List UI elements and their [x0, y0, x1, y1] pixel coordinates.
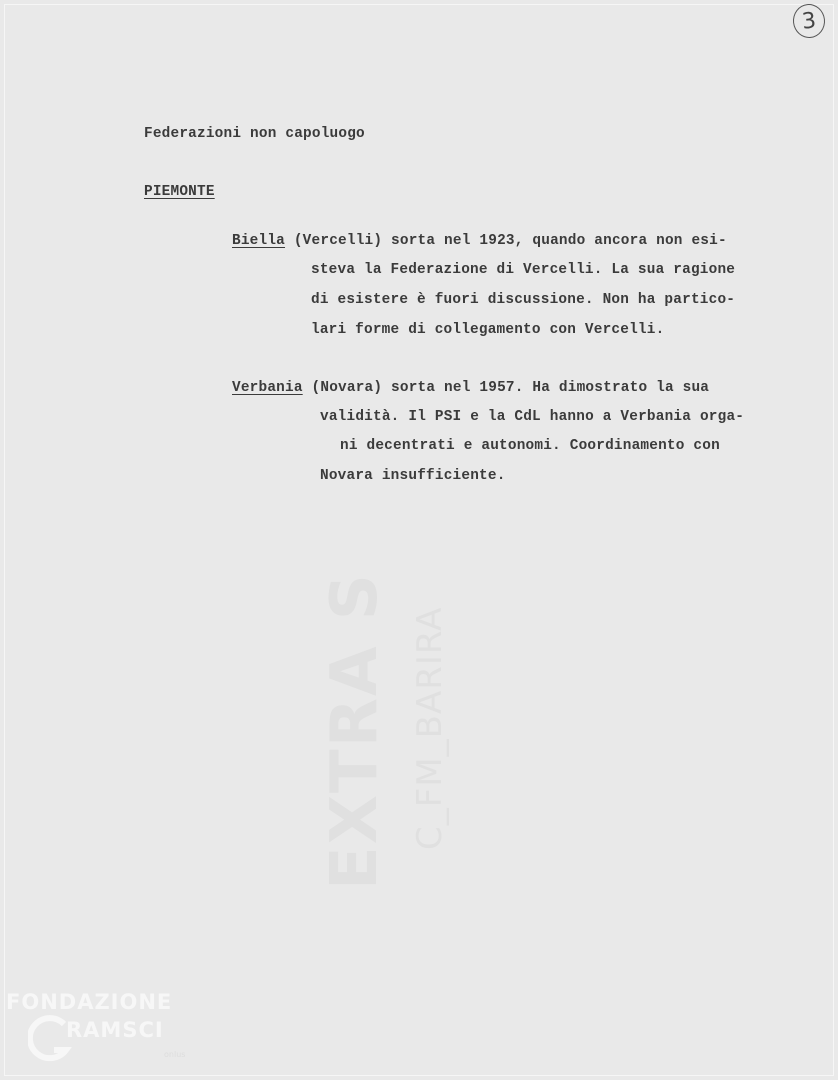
fondazione-gramsci-logo	[2, 988, 222, 1078]
entry-line: steva la Federazione di Vercelli. La sua ragione	[311, 262, 736, 278]
entry-line: ni decentrati e autonomi. Coordinamento con	[340, 438, 720, 454]
entry-line: lari forme di collegamento con Vercelli.	[311, 322, 665, 338]
entry-line: di esistere è fuori discussione. Non ha partico-	[311, 292, 736, 308]
place-name: Verbania	[232, 380, 303, 396]
logo-line-2: RAMSCI	[66, 1018, 164, 1042]
logo-line-3: onlus	[164, 1050, 186, 1059]
logo-g-icon	[28, 1010, 72, 1070]
place-name: Biella	[232, 233, 286, 249]
entry-text: (Novara) sorta nel 1957. Ha dimostrato la sua	[302, 380, 710, 396]
entry-line: validità. Il PSI e la CdL hanno a Verbania orga-	[320, 409, 745, 425]
entry-first-line	[232, 380, 709, 396]
logo-line-1: FONDAZIONE	[6, 990, 173, 1014]
entry-first-line	[232, 233, 727, 249]
region-heading: PIEMONTE	[144, 184, 215, 200]
document-heading: Federazioni non capoluogo	[144, 126, 365, 142]
watermark-main-text: EXTRA S	[318, 572, 392, 890]
archive-watermark	[290, 500, 450, 890]
entry-text: (Vercelli) sorta nel 1923, quando ancora non esi-	[285, 233, 727, 249]
page-number: 3	[791, 2, 826, 39]
page-border	[4, 4, 834, 1076]
entry-line: Novara insufficiente.	[320, 468, 506, 484]
watermark-sub-text: C_FM_BARIRA	[410, 606, 450, 850]
